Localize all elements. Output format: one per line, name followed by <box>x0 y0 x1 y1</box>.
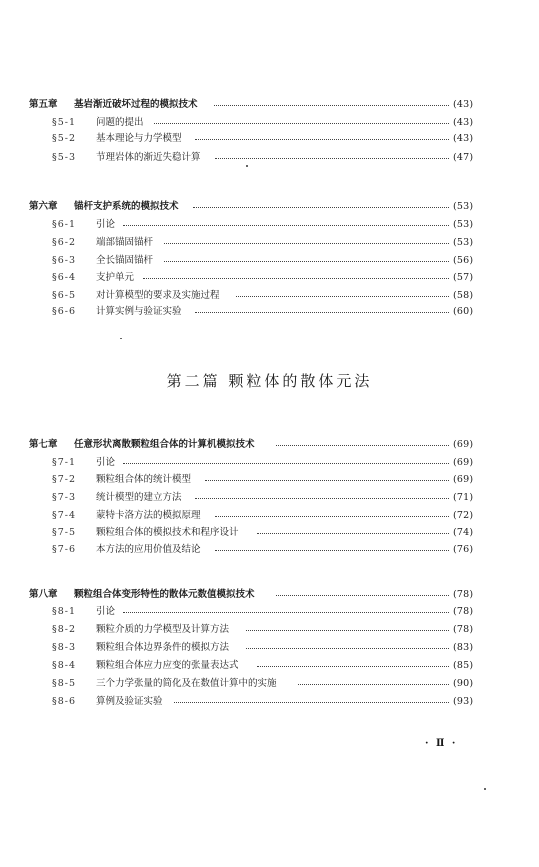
section-entry-page: (85) <box>453 660 474 671</box>
section-entry-page: (76) <box>453 544 474 555</box>
leader-dots <box>205 480 449 481</box>
leader-dots <box>193 207 449 208</box>
section-entry-page: (90) <box>453 678 474 689</box>
page-number: · Ⅱ · <box>425 738 458 749</box>
section-entry-label: §8-1 <box>52 606 77 617</box>
section-entry-page: (69) <box>453 474 474 485</box>
chapter-entry-title: 基岩渐近破坏过程的模拟技术 <box>74 99 198 110</box>
section-entry-title: 问题的提出 <box>96 117 144 128</box>
section-entry-title: 本方法的应用价值及结论 <box>96 544 201 555</box>
section-entry-title: 统计模型的建立方法 <box>96 492 182 503</box>
section-entry <box>0 235 539 251</box>
chapter-entry-label: 第六章 <box>29 201 58 212</box>
section-entry-label: §6-6 <box>52 306 77 317</box>
part-title: 第二篇 颗粒体的散体元法 <box>166 372 373 390</box>
section-entry-page: (78) <box>453 624 474 635</box>
section-entry-label: §7-2 <box>52 474 77 485</box>
chapter-entry-label: 第八章 <box>29 589 58 600</box>
chapter-entry-title: 任意形状离散颗粒组合体的计算机模拟技术 <box>74 439 255 450</box>
section-entry <box>0 604 539 620</box>
section-entry-page: (72) <box>453 510 474 521</box>
leader-dots <box>236 296 449 297</box>
leader-dots <box>123 225 449 226</box>
section-entry-label: §7-3 <box>52 492 77 503</box>
leader-dots <box>215 516 449 517</box>
leader-dots <box>195 498 449 499</box>
section-entry <box>0 490 539 506</box>
leader-dots <box>195 139 449 140</box>
chapter-entry-page: (43) <box>453 99 474 110</box>
section-entry-label: §6-2 <box>52 237 77 248</box>
section-entry <box>0 525 539 541</box>
section-entry-page: (69) <box>453 457 474 468</box>
section-entry-page: (43) <box>453 117 474 128</box>
leader-dots <box>215 158 449 159</box>
section-entry-label: §5-3 <box>52 152 77 163</box>
section-entry <box>0 115 539 131</box>
section-entry-label: §8-3 <box>52 642 77 653</box>
leader-dots <box>174 702 449 703</box>
print-speck <box>120 338 122 339</box>
section-entry-title: 支护单元 <box>96 272 135 283</box>
leader-dots <box>215 550 449 551</box>
section-entry-page: (93) <box>453 696 474 707</box>
leader-dots <box>214 105 449 106</box>
leader-dots <box>257 533 450 534</box>
leader-dots <box>123 612 449 613</box>
section-entry-page: (57) <box>453 272 474 283</box>
section-entry-title: 颗粒组合体的统计模型 <box>96 474 192 485</box>
section-entry-title: 三个力学张量的简化及在数值计算中的实施 <box>96 678 277 689</box>
section-entry-label: §6-4 <box>52 272 77 283</box>
section-entry-page: (71) <box>453 492 474 503</box>
section-entry <box>0 455 539 471</box>
section-entry-page: (83) <box>453 642 474 653</box>
chapter-entry <box>0 587 539 603</box>
leader-dots <box>276 445 449 446</box>
section-entry-title: 基本理论与力学模型 <box>96 133 182 144</box>
section-entry-label: §8-5 <box>52 678 77 689</box>
section-entry <box>0 288 539 304</box>
section-entry-title: 颗粒组合体的模拟技术和程序设计 <box>96 527 239 538</box>
section-entry-title: 颗粒介质的力学模型及计算方法 <box>96 624 230 635</box>
section-entry-label: §7-4 <box>52 510 77 521</box>
section-entry <box>0 472 539 488</box>
leader-dots <box>164 261 449 262</box>
section-entry-page: (60) <box>453 306 474 317</box>
section-entry-label: §8-2 <box>52 624 77 635</box>
leader-dots <box>154 123 450 124</box>
section-entry-label: §7-6 <box>52 544 77 555</box>
chapter-entry-page: (69) <box>453 439 474 450</box>
chapter-entry <box>0 199 539 215</box>
section-entry-title: 颗粒组合体边界条件的模拟方法 <box>96 642 230 653</box>
section-entry-title: 颗粒组合体应力应变的张量表达式 <box>96 660 239 671</box>
leader-dots <box>298 684 449 685</box>
leader-dots <box>246 648 449 649</box>
section-entry <box>0 217 539 233</box>
section-entry-page: (47) <box>453 152 474 163</box>
section-entry-title: 算例及验证实验 <box>96 696 163 707</box>
section-entry-label: §8-6 <box>52 696 77 707</box>
section-entry-label: §7-1 <box>52 457 77 468</box>
section-entry-title: 引论 <box>96 606 116 617</box>
leader-dots <box>123 463 449 464</box>
section-entry-page: (53) <box>453 219 474 230</box>
section-entry-page: (56) <box>453 255 474 266</box>
leader-dots <box>195 312 449 313</box>
section-entry <box>0 694 539 710</box>
chapter-entry <box>0 97 539 113</box>
section-entry-label: §6-1 <box>52 219 77 230</box>
section-entry-title: 全长锚固锚杆 <box>96 255 154 266</box>
section-entry <box>0 658 539 674</box>
chapter-entry-title: 颗粒组合体变形特性的散体元数值模拟技术 <box>74 589 255 600</box>
section-entry-page: (43) <box>453 133 474 144</box>
chapter-entry-page: (53) <box>453 201 474 212</box>
leader-dots <box>164 243 449 244</box>
chapter-entry-page: (78) <box>453 589 474 600</box>
section-entry <box>0 150 539 166</box>
print-speck <box>246 165 248 167</box>
section-entry-title: 端部锚固锚杆 <box>96 237 154 248</box>
section-entry <box>0 676 539 692</box>
section-entry-title: 引论 <box>96 457 116 468</box>
section-entry-title: 对计算模型的要求及实施过程 <box>96 290 220 301</box>
chapter-entry-label: 第五章 <box>29 99 58 110</box>
leader-dots <box>276 595 449 596</box>
section-entry-label: §8-4 <box>52 660 77 671</box>
leader-dots <box>143 278 449 279</box>
section-entry-title: 引论 <box>96 219 116 230</box>
section-entry-label: §7-5 <box>52 527 77 538</box>
chapter-entry-label: 第七章 <box>29 439 58 450</box>
section-entry-page: (58) <box>453 290 474 301</box>
section-entry <box>0 542 539 558</box>
section-entry <box>0 304 539 320</box>
section-entry-label: §6-5 <box>52 290 77 301</box>
leader-dots <box>257 666 450 667</box>
section-entry-label: §6-3 <box>52 255 77 266</box>
section-entry <box>0 270 539 286</box>
section-entry <box>0 131 539 147</box>
chapter-entry <box>0 437 539 453</box>
leader-dots <box>246 630 449 631</box>
section-entry <box>0 253 539 269</box>
section-entry <box>0 508 539 524</box>
section-entry-title: 蒙特卡洛方法的模拟原理 <box>96 510 201 521</box>
section-entry-page: (78) <box>453 606 474 617</box>
section-entry-title: 节理岩体的渐近失稳计算 <box>96 152 201 163</box>
section-entry-label: §5-1 <box>52 117 77 128</box>
section-entry-label: §5-2 <box>52 133 77 144</box>
section-entry-title: 计算实例与验证实验 <box>96 306 182 317</box>
print-speck <box>484 788 486 790</box>
section-entry <box>0 640 539 656</box>
chapter-entry-title: 锚杆支护系统的模拟技术 <box>74 201 179 212</box>
section-entry-page: (74) <box>453 527 474 538</box>
section-entry-page: (53) <box>453 237 474 248</box>
section-entry <box>0 622 539 638</box>
